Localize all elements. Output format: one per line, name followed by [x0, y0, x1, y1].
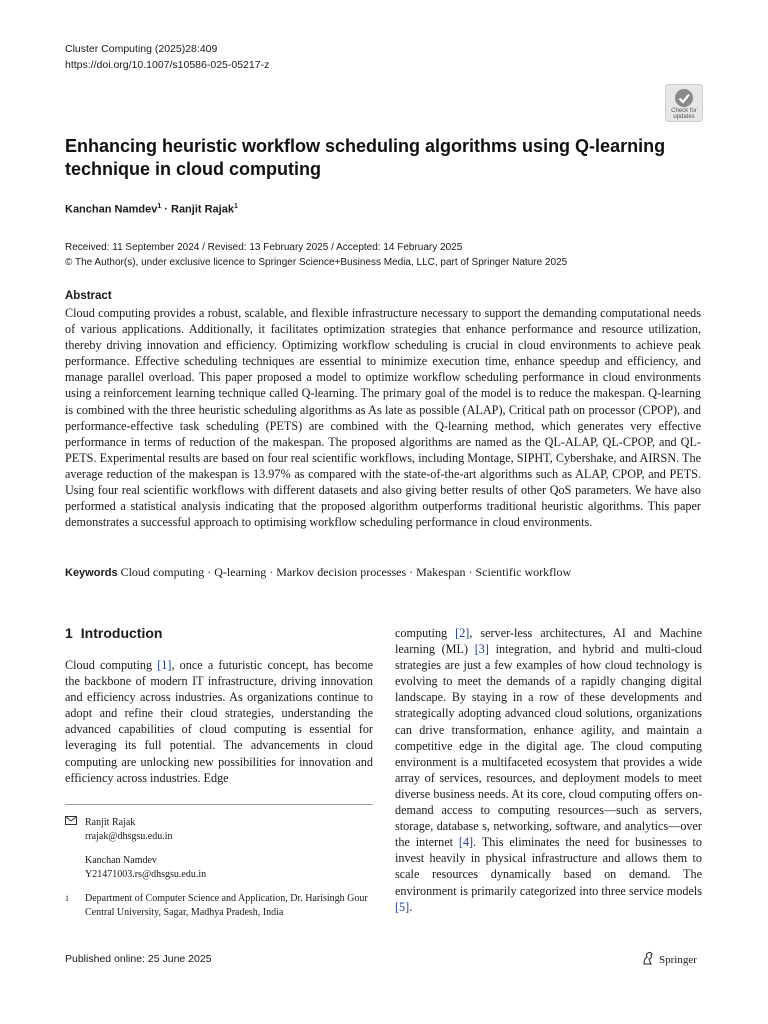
contact-entry [65, 854, 373, 882]
author-separator: · [161, 203, 171, 216]
copyright-line: © The Author(s), under exclusive licence to Springer Science+Business Media, LLC, part of Springer Nature 2025 [65, 257, 568, 268]
body-text: . [409, 899, 413, 914]
check-for-updates-badge[interactable] [665, 84, 703, 122]
body-text: , server-less architectures, AI and Machine learning (ML) [395, 626, 702, 657]
section-title: Introduction [80, 625, 163, 641]
body-column-right [395, 625, 702, 915]
citation-link[interactable]: [4] [458, 835, 474, 850]
abstract-text: Cloud computing provides a robust, scalable, and flexible infrastructure necessary to support the demanding computational needs of various applications. Additionally, it facilitates optimization strategies that enhance performance and resource utilization, thereby driving innovation and efficiency. Optimizing workflow scheduling is crucial in cloud environments to achieve peak performance. Effective scheduling techniques are essential to minimize execution time, enhance speedup and efficiency, and manage parallel overload. This paper proposed a model to optimize workflow scheduling performance in cloud environments using a reinforcement learning technique called Q-learning. The primary goal of the model is to reduce the makespan. Q-learning is combined with the three heuristic scheduling algorithms as As late as possible (ALAP), Critical path on processor (CPOP), and performance-effective task scheduling (PETS) are combined with the Q-learning method, which generates very effective performance in terms of reduction of the makespan. The proposed algorithms are named as the QL-ALAP, QL-CPOP, and QL-PETS. Experimental results are based on four real scientific workflows, including Montage, SIPHT, Cybershake, and AIRSN. The average reduction of the makespan is 13.97% as compared with the state-of-the-art algorithms such as ALAP, CPOP, and PETS. Using four real scientific workflows with different datasets and also giving better results of other QoS parameters. We have also performed a statistical analysis indicating that the proposed algorithm outperforms traditional heuristic algorithms. This paper demonstrates a successful approach to optimising workflow scheduling performance in cloud environments. [65, 306, 701, 530]
body-text: . This eliminates the need for businesses to invest heavily in physical infrastructure and allows them to scale resources dynamically based on demand. The environment is primarily categorized into three service models [395, 835, 702, 898]
footnote-divider [65, 804, 373, 805]
affiliation-marker: 1 [65, 894, 69, 903]
citation-link[interactable]: [2] [455, 626, 470, 640]
author-list [65, 203, 238, 216]
section-heading-introduction [65, 625, 162, 641]
abstract-heading: Abstract [65, 290, 112, 302]
badge-line-2: updates [673, 114, 695, 120]
affiliation-marker: 1 [157, 203, 162, 210]
contact-email[interactable]: rrajak@dhsgsu.edu.in [85, 831, 173, 842]
contact-name: Ranjit Rajak [85, 817, 136, 828]
doi-link[interactable]: https://doi.org/10.1007/s10586-025-05217-z [65, 59, 270, 71]
citation-link[interactable]: [5] [395, 899, 410, 914]
section-number: 1 [65, 625, 73, 641]
badge-line-1: Check for [671, 108, 697, 114]
publisher-name: Springer [659, 953, 697, 966]
affiliation-marker: 1 [233, 203, 238, 210]
author-name[interactable]: Kanchan Namdev [65, 203, 158, 216]
body-text: computing [395, 626, 456, 640]
corresponding-author-footnote [65, 816, 373, 920]
body-column-left [65, 657, 373, 786]
received-revised-accepted: Received: 11 September 2024 / Revised: 13 February 2025 / Accepted: 14 February 2025 [65, 242, 463, 253]
journal-header [65, 41, 269, 73]
author-name[interactable]: Ranjit Rajak [171, 203, 234, 216]
contact-entry [65, 816, 373, 844]
journal-citation: Cluster Computing (2025)28:409 [65, 43, 218, 55]
springer-horse-icon [641, 951, 655, 968]
contact-email[interactable]: Y21471003.rs@dhsgsu.edu.in [85, 869, 207, 880]
published-online-date: Published online: 25 June 2025 [65, 953, 212, 965]
keywords-label: Keywords [65, 567, 118, 579]
paper-title: Enhancing heuristic workflow scheduling algorithms using Q-learning technique in cloud computing [65, 136, 666, 179]
body-text: Cloud computing [65, 658, 158, 672]
body-text: , once a futuristic concept, has become the backbone of modern IT infrastructure, driving innovation and efficiency across industries. As organizations continue to adopt and refine their cloud strategies, understanding the advanced capabilities of cloud computing is essential for leveraging its full potential. The advancements in cloud computing are unlocking new possibilities for innovation and efficiency across industries. Edge [65, 658, 373, 785]
citation-link[interactable]: [1] [157, 658, 172, 672]
publisher-logo [641, 951, 697, 968]
keywords-section [65, 565, 705, 580]
check-for-updates-icon [674, 88, 694, 108]
publication-history [65, 240, 567, 270]
affiliation-text: Department of Computer Science and Application, Dr. Harisingh Gour Central University, Sagar, Madhya Pradesh, India [85, 893, 368, 918]
body-text: integration, and hybrid and multi-cloud strategies are just a few examples of how cloud technology is evolving to meet the demands of a rapidly changing digital landscape. By staying in a row of these developments and strategically adopting advanced cloud solutions, organizations can drive transformation, enhance agility, and maintain a competitive edge in the digital age. The cloud computing environment is a multifaceted ecosystem that provides a wide array of services, resources, and deployment models to meet diverse business needs. At its core, cloud computing offers on-demand access to computing resources—such as servers, storage, database s, networking, software, and analytics—over the internet [395, 642, 702, 850]
citation-link[interactable]: [3] [474, 642, 489, 657]
affiliation-entry [65, 892, 373, 920]
envelope-icon [65, 816, 77, 830]
contact-name: Kanchan Namdev [85, 855, 157, 866]
keywords-list: Cloud computing · Q-learning · Markov decision processes · Makespan · Scientific workflow [120, 565, 572, 579]
